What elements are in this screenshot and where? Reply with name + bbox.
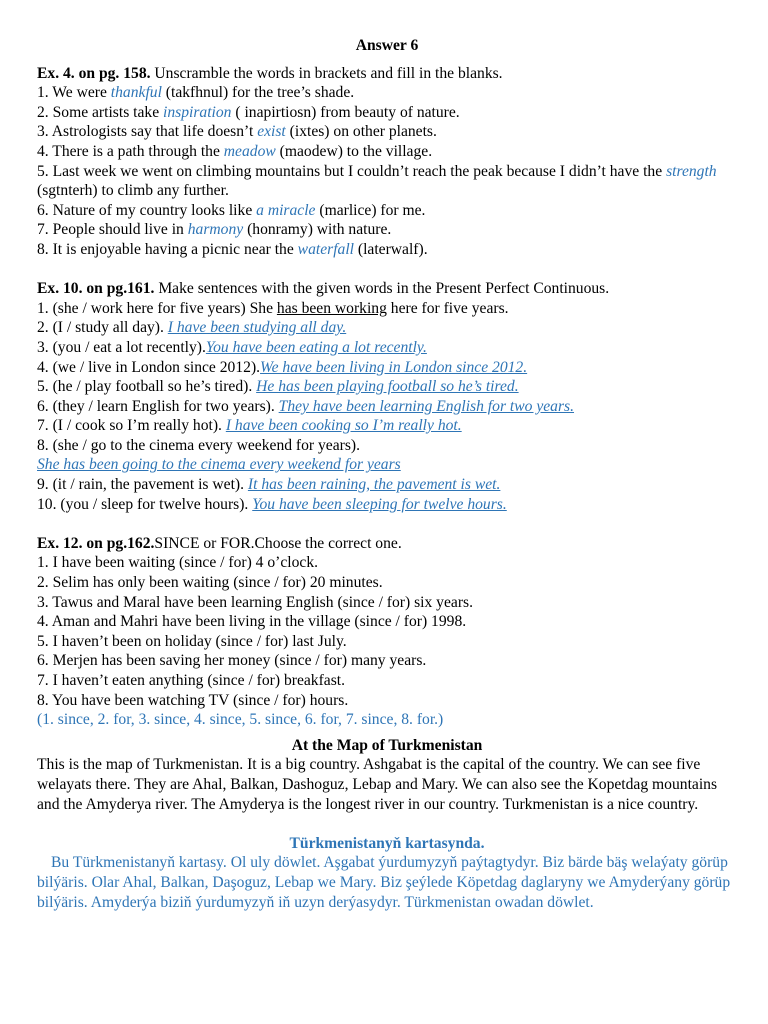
item-prompt: 10. (you / sleep for twelve hours).	[37, 495, 253, 513]
example-answer: has been working	[276, 299, 387, 317]
item-text: (maodew) to the village.	[275, 142, 433, 160]
item-prompt: 3. (you / eat a lot recently).	[37, 338, 206, 356]
item-prompt: 2. (I / study all day).	[37, 319, 168, 337]
item-text: 1. We were	[37, 84, 111, 102]
item-prompt: 4. (we / live in London since 2012).	[37, 358, 261, 376]
list-item: 3. Tawus and Maral have been learning English (since / for) six years.	[37, 593, 473, 611]
example-item	[37, 299, 737, 319]
list-item: 1. I have been waiting (since / for) 4 o’clock.	[37, 554, 319, 572]
answer-word: waterfall	[297, 240, 354, 258]
item-text: (marlice) for me.	[315, 201, 426, 219]
list-item	[37, 436, 737, 456]
answer-word: exist	[257, 123, 286, 141]
exercise-4-instruction: Unscramble the words in brackets and fill in the blanks.	[150, 64, 503, 82]
list-item: 5. I haven’t been on holiday (since / for) last July.	[37, 632, 347, 650]
item-prompt: 7. (I / cook so I’m really hot).	[37, 417, 226, 435]
answer-word: thankful	[110, 84, 162, 102]
list-item	[37, 142, 737, 162]
item-text: ( inapirtiosn) from beauty of nature.	[231, 103, 460, 121]
item-text: (honramy) with nature.	[243, 221, 392, 239]
list-item: 7. I haven’t eaten anything (since / for) breakfast.	[37, 672, 345, 689]
list-item	[37, 455, 737, 475]
item-text: 8. It is enjoyable having a picnic near the	[37, 240, 298, 258]
spacer	[37, 814, 737, 834]
answer-sentence: We have been living in London since 2012.	[260, 358, 528, 376]
item-text: 3. Astrologists say that life doesn’t	[37, 123, 258, 141]
item-prompt: 6. (they / learn English for two years).	[37, 397, 279, 415]
list-item	[37, 338, 737, 358]
spacer	[37, 514, 737, 534]
list-item	[37, 416, 737, 436]
list-item	[37, 220, 737, 240]
answer-word: inspiration	[163, 103, 232, 121]
list-item: 2. Selim has only been waiting (since / for) 20 minutes.	[37, 574, 383, 592]
exercise-4-heading: Ex. 4. on pg. 158.	[37, 64, 151, 82]
list-item	[37, 358, 737, 378]
exercise-12-instruction: SINCE or FOR.Choose the correct one.	[154, 534, 402, 552]
item-text: 7. People should live in	[37, 221, 188, 239]
item-text: (takfhnul) for the tree’s shade.	[161, 84, 355, 102]
section-text-turkmen: Bu Türkmenistanyň kartasy. Ol uly döwlet. Aşgabat ýurdumyzyň paýtagtydyr. Biz bärde bäş welaýaty görüp bilýäris. Olar Ahal, Balkan, Daşoguz, Lebap we Mary. Biz şeýlede Köpetdag daglaryny we Amyderýany görüp bilýäris. Amyderýa biziň ýurdumyzyň iň uzyn derýasydyr. Türkmenistan owadan döwlet.	[37, 854, 731, 911]
item-text: (ixtes) on other planets.	[285, 123, 437, 141]
list-item	[37, 240, 737, 260]
answer-sentence: He has been playing football so he’s tired.	[256, 378, 519, 396]
item-text: (laterwalf).	[354, 240, 428, 258]
list-item	[37, 201, 737, 221]
item-text: (sgtnterh) to climb any further.	[37, 182, 229, 200]
answer-key: (1. since, 2. for, 3. since, 4. since, 5. since, 6. for, 7. since, 8. for.)	[37, 711, 444, 729]
exercise-10-heading: Ex. 10. on pg.161.	[37, 280, 155, 298]
item-text: 4. There is a path through the	[37, 142, 224, 160]
answer-sentence: You have been eating a lot recently.	[205, 338, 427, 356]
list-item: 6. Merjen has been saving her money (since / for) many years.	[37, 652, 427, 670]
document-page	[37, 36, 737, 912]
item-prompt: 5. (he / play football so he’s tired).	[37, 378, 257, 396]
exercise-12	[37, 534, 737, 730]
list-item	[37, 122, 737, 142]
item-text: 5. Last week we went on climbing mountains but I couldn’t reach the peak because I didn’t have the	[37, 162, 667, 180]
list-item	[37, 397, 737, 417]
exercise-12-heading: Ex. 12. on pg.162.	[37, 534, 155, 552]
list-item	[37, 83, 737, 103]
answer-sentence: You have been sleeping for twelve hours.	[252, 495, 507, 513]
answer-word: meadow	[223, 142, 276, 160]
exercise-10-instruction: Make sentences with the given words in the Present Perfect Continuous.	[154, 280, 610, 298]
section-text-map: This is the map of Turkmenistan. It is a big country. Ashgabat is the capital of the country. We can see five welayats there. They are Ahal, Balkan, Dashoguz, Lebap and Mary. We can also see the Kopetdag mountains and the Amyderya river. The Amyderya is the longest river in our country. Turkmenistan is a nice country.	[37, 756, 718, 813]
answer-word: strength	[666, 162, 717, 180]
section-heading-map: At the Map of Turkmenistan	[291, 736, 483, 754]
spacer	[37, 260, 737, 280]
list-item	[37, 162, 737, 201]
answer-sentence: She has been going to the cinema every weekend for years	[37, 456, 401, 474]
list-item: 4. Aman and Mahri have been living in the village (since / for) 1998.	[37, 613, 467, 631]
item-text: 1. (she / work here for five years) She	[37, 299, 277, 317]
item-text: 2. Some artists take	[37, 103, 164, 121]
answer-sentence: They have been learning English for two years.	[278, 397, 575, 415]
answer-word: a miracle	[256, 201, 316, 219]
page-title: Answer 6	[355, 37, 419, 54]
exercise-4	[37, 64, 737, 260]
list-item	[37, 318, 737, 338]
exercise-10-header	[37, 279, 737, 299]
item-prompt: 8. (she / go to the cinema every weekend for years).	[37, 436, 361, 454]
answer-word: harmony	[187, 221, 244, 239]
item-prompt: 9. (it / rain, the pavement is wet).	[37, 476, 248, 494]
answer-sentence: I have been cooking so I’m really hot.	[225, 417, 462, 435]
item-text: 6. Nature of my country looks like	[37, 201, 257, 219]
exercise-4-header	[37, 64, 737, 84]
answer-sentence: It has been raining, the pavement is wet.	[247, 476, 501, 494]
list-item	[37, 475, 737, 495]
item-text: here for five years.	[386, 299, 509, 317]
list-item	[37, 495, 737, 515]
section-heading-turkmen: Türkmenistanyň kartasynda.	[289, 834, 485, 852]
list-item	[37, 377, 737, 397]
answer-sentence: I have been studying all day.	[167, 319, 347, 337]
list-item	[37, 103, 737, 123]
list-item: 8. You have been watching TV (since / for) hours.	[37, 691, 349, 709]
exercise-10	[37, 279, 737, 514]
exercise-12-header	[37, 534, 737, 554]
